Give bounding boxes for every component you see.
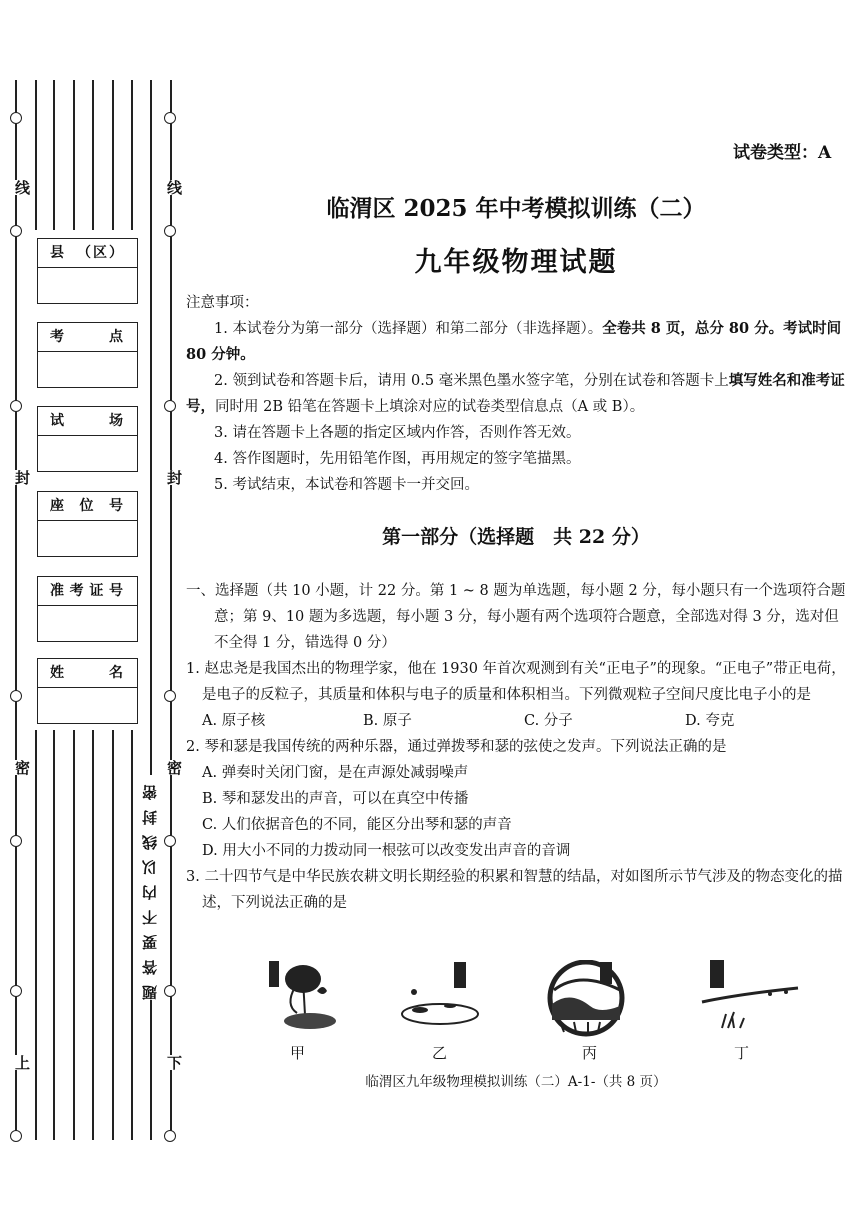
margin-mark: 线: [13, 180, 31, 195]
figure-jia-illustration: [255, 955, 345, 1035]
figure-label-yi: 乙: [432, 1044, 448, 1062]
margin-warning: 题答要不内以线封密: [141, 775, 159, 1000]
margin-mark: 线: [165, 180, 183, 195]
option: B. 原子: [363, 713, 412, 729]
binding-hole: [10, 690, 22, 702]
question-stem: 2. 琴和瑟是我国传统的两种乐器，通过弹拨琴和瑟的弦使之发声。下列说法正确的是: [186, 739, 727, 755]
option: C. 分子: [524, 713, 573, 729]
notice-item: 4. 答作图题时，先用铅笔作图，再用规定的签字笔描黑。: [214, 451, 581, 467]
field-seat-number[interactable]: 座 位 号: [37, 491, 138, 557]
binding-hole: [10, 112, 22, 124]
question-options: [186, 708, 846, 734]
question-stem: 1. 赵忠尧是我国杰出的物理学家，他在 1930 年首次观测到有关“正电子”的现象。“正电子”带正电荷，是电子的反粒子，其质量和体积与电子的质量和体积相当。下列微观粒子空间尺度比电子小的是: [186, 661, 846, 703]
figure-bing-illustration: [540, 960, 640, 1040]
option: B. 琴和瑟发出的声音，可以在真空中传播: [202, 791, 469, 807]
binding-hole: [164, 225, 176, 237]
option: C. 人们依据音色的不同，能区分出琴和瑟的声音: [202, 817, 512, 833]
page-title: 临渭区 2025 年中考模拟训练（二）: [326, 195, 706, 222]
option: D. 夸克: [685, 713, 735, 729]
figure-label-ding: 丁: [734, 1044, 750, 1062]
binding-hole: [164, 400, 176, 412]
questions-section: [186, 578, 846, 916]
page-footer: 临渭区九年级物理模拟训练（二）A-1-（共 8 页）: [365, 1074, 667, 1090]
field-name[interactable]: 姓 名: [37, 658, 138, 724]
figure-ding-illustration: [700, 958, 805, 1038]
field-admission-number[interactable]: 准 考 证 号: [37, 576, 138, 642]
binding-hole: [164, 835, 176, 847]
option: A. 原子核: [202, 713, 266, 729]
notice-heading: 注意事项：: [186, 295, 259, 311]
notice-item: 2. 领到试卷和答题卡后，请用 0.5 毫米黑色墨水签字笔，分别在试卷和答题卡上填写姓名和准考证号，同时用 2B 铅笔在答题卡上填涂对应的试卷类型信息点（A 或 B）。: [186, 372, 845, 415]
figure-label-jia: 甲: [290, 1044, 306, 1062]
margin-mark: 密: [13, 760, 31, 775]
binding-hole: [164, 1130, 176, 1142]
part1-title: 第一部分（选择题 共 22 分）: [382, 526, 650, 548]
field-exam-site[interactable]: 考 点: [37, 322, 138, 388]
option: A. 弹奏时关闭门窗，是在声源处减弱噪声: [202, 765, 469, 781]
binding-hole: [164, 112, 176, 124]
margin-mark: 封: [165, 470, 183, 485]
margin-mark: 下: [165, 1055, 183, 1070]
binding-hole: [10, 400, 22, 412]
page-subtitle: 九年级物理试题: [414, 247, 618, 278]
notice-item: 5. 考试结束，本试卷和答题卡一并交回。: [214, 477, 479, 493]
binding-hole: [10, 1130, 22, 1142]
field-exam-room[interactable]: 试 场: [37, 406, 138, 472]
notice-item: 3. 请在答题卡上各题的指定区域内作答，否则作答无效。: [214, 425, 581, 441]
section-intro: 一、选择题（共 10 小题，计 22 分。第 1 ~ 8 题为单选题，每小题 2 分，每小题只有一个选项符合题意；第 9、10 题为多选题，每小题 3 分，每小题有两个选项符合题意，全部选对得 3 分，选对但不全得 1 分，错选得 0 分）: [186, 583, 846, 651]
figure-yi-illustration: [392, 962, 492, 1032]
binding-hole: [10, 835, 22, 847]
notice-item: 1. 本试卷分为第一部分（选择题）和第二部分（非选择题）。全卷共 8 页，总分 80 分。考试时间 80 分钟。: [186, 320, 842, 363]
margin-mark: 密: [165, 760, 183, 775]
binding-hole: [164, 690, 176, 702]
binding-hole: [10, 225, 22, 237]
binding-hole: [10, 985, 22, 997]
margin-mark: 上: [13, 1055, 31, 1070]
question-stem: 3. 二十四节气是中华民族农耕文明长期经验的积累和智慧的结晶，对如图所示节气涉及的物态变化的描述，下列说法正确的是: [186, 869, 843, 911]
option: D. 用大小不同的力拨动同一根弦可以改变发出声音的音调: [202, 843, 571, 859]
paper-type: 试卷类型：A: [733, 143, 832, 163]
notice-section: [186, 290, 846, 498]
figure-label-bing: 丙: [582, 1044, 598, 1062]
field-county[interactable]: 县 （区）: [37, 238, 138, 304]
margin-mark: 封: [13, 470, 31, 485]
binding-hole: [164, 985, 176, 997]
